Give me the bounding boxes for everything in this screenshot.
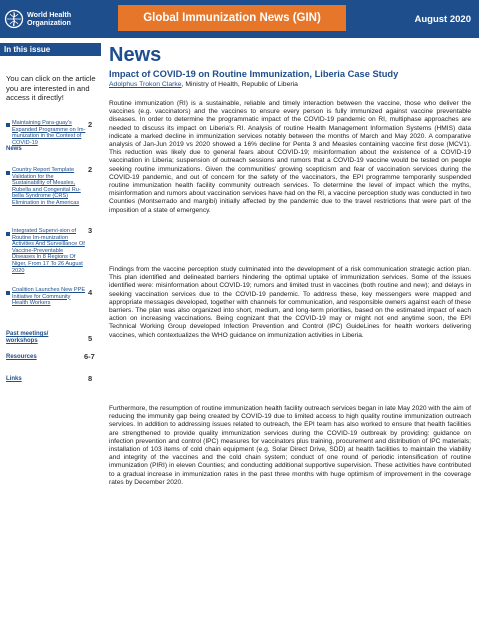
toc-item-measles-report[interactable]: Country Report Template Validation for the Sustainability of Measles, Rubella and Congenital Ru-bella Syndrome (CRS) Elimination in the Americas (12, 167, 81, 206)
org-name (27, 11, 71, 27)
who-logo[interactable] (4, 4, 100, 34)
sidebar-intro: You can click on the article you are interested in and access it directly! (6, 74, 96, 102)
toc-item-niger-supervision[interactable]: Integrated Supervi-sion of Routine Im-munization Activities And Surveillance Of Vaccine-Preventable Diseases In 8 Regions Of Niger, From 17 To 26 August 2020 (12, 228, 85, 274)
bullet-icon (6, 171, 10, 175)
toc-item-ppe-initiative[interactable]: Coalition Launches New PPE Initiative for Community Health Workers (12, 287, 86, 307)
toc-page-number: 8 (88, 374, 93, 383)
sidebar-title: In this issue (0, 43, 101, 56)
toc-page-number: 6-7 (84, 352, 95, 361)
bullet-icon (6, 232, 10, 236)
author-affiliation: , Ministry of Health, Republic of Liberia (181, 81, 298, 88)
toc-page-number: 5 (88, 334, 93, 343)
article-title: Impact of COVID-19 on Routine Immunization, Liberia Case Study (109, 69, 399, 79)
article-paragraph: Routine immunization (RI) is a sustainable, reliable and timely interaction between the vaccine, those who deliver the vaccines (e.g. vaccinators) and the vaccines to ensure every person is fully immunized against vaccine preventable diseases. In order to determine the programmatic impact of the COVID-19 pandemic on RI, multiphase approaches are needed to discuss its impact on Liberia's RI. Analysis of routine Health Management Information Systems (HMIS) data indicate a marked decline in immunization services notably between the months of March and May 2020. A comparative analysis of Jan-Jun 2019 vs 2020 showed a 16% decline for Penta 3 and Measles containing vaccine first dose (MCV1). This reduction was likely due to general fears about COVID-19; misinformation about the existence of a COVID-19 vaccination in Liberia; suspension of outreach sessions and rumors that a COVID-19 vaccine would be tested on people seeking routine immunizations. Given the communities' growing scepticism and fear of vaccination services during the COVID-19 pandemic, and out of concern for the safety of the vaccinators, the EPI programme temporarily suspended routine immunization health facility community outreach services. To determine the level of impact which the myths, misinformation and rumors about vaccination services have had on the RI, a vaccine perception study was conducted in two Counties (Montserrado and margibi) initially affected by the pandemic due to the travel restrictions that were part of the imposition of a state of emergency. (109, 100, 471, 214)
sidebar-news-label: News (6, 146, 22, 152)
bullet-icon (6, 291, 10, 295)
issue-date: August 2020 (414, 13, 471, 25)
toc-page-number: 2 (88, 120, 93, 129)
author-link[interactable]: Adolphus Trokon Clarke (109, 81, 182, 88)
section-heading: News (109, 44, 162, 66)
bullet-icon (6, 123, 10, 127)
toc-item-paraguay[interactable]: Maintaining Para-guay's Expanded Programme on Im-munization in the Context of COVID-19 (12, 120, 86, 146)
toc-page-number: 4 (88, 288, 93, 297)
newsletter-title-banner: Global Immunization News (GIN) (118, 5, 346, 31)
header-bar (0, 0, 479, 38)
toc-page-number: 2 (88, 165, 93, 174)
article-paragraph: Furthermore, the resumption of routine immunization health facility outreach services began in late May 2020 with the aim of reducing the immunity gap being created by COVID-19 due to limited access to high quality routine immunization outreach services. In addition to addressing issues related to outreach, the EPI team has also worked to ensure that health facilities are strengthened to provide quality immunization services during the COVID-19 outbreak by providing: guidance on infection prevention and control (IPC) measures for vaccinators plus training, procurement and distribution of IPC materials; installation of 103 items of cold chain equipment (e.g. Solar Direct Drive, SDD) at health facilities to maintain the viability and integrity of the vaccines and the cold chain system; conduct of one round of periodic intensification of routine immunization (PIRI) in eleven Counties; and conducting additional supportive supervision. These activities have contributed to a gradual increase in immunization rates in the past three months with huge optimism of improvement in the coverage rates by December 2020. (109, 405, 471, 486)
byline (109, 81, 298, 88)
toc-link-links[interactable]: Links (6, 376, 22, 382)
org-name-line1: World Health (27, 10, 72, 19)
toc-page-number: 3 (88, 226, 93, 235)
article-paragraph: Findings from the vaccine perception study culminated into the development of a risk communication strategic action plan. This plan identified and delineated barriers hindering the optimal uptake of immunization services. Some of the issues identified were: misinformation about COVID-19; rumors and limited trust in vaccines (both routine and new); and delays in seeking vaccination services due to the COVID-19 pandemic. To address these, key messengers were mapped and appropriate messages developed, together with channels for communication, and responsible owners against each of these barriers. The plan was also organized into short, medium, and long-term priorities, based on the estimated impact of each action on increasing vaccinations. Being cognizant that the COVID-19 may or might not end anytime soon, the EPI Technical Working Group developed Infection Prevention and Control (IPC) GuideLines for health workers delivering vaccines, which contextualizes the WHO guidance on immunization activities in Liberia. (109, 266, 471, 339)
toc-link-past-meetings[interactable]: Past meetings/ workshops (6, 331, 49, 344)
toc-link-resources[interactable]: Resources (6, 354, 37, 360)
who-emblem-icon (4, 9, 24, 29)
org-name-line2: Organization (27, 18, 71, 27)
